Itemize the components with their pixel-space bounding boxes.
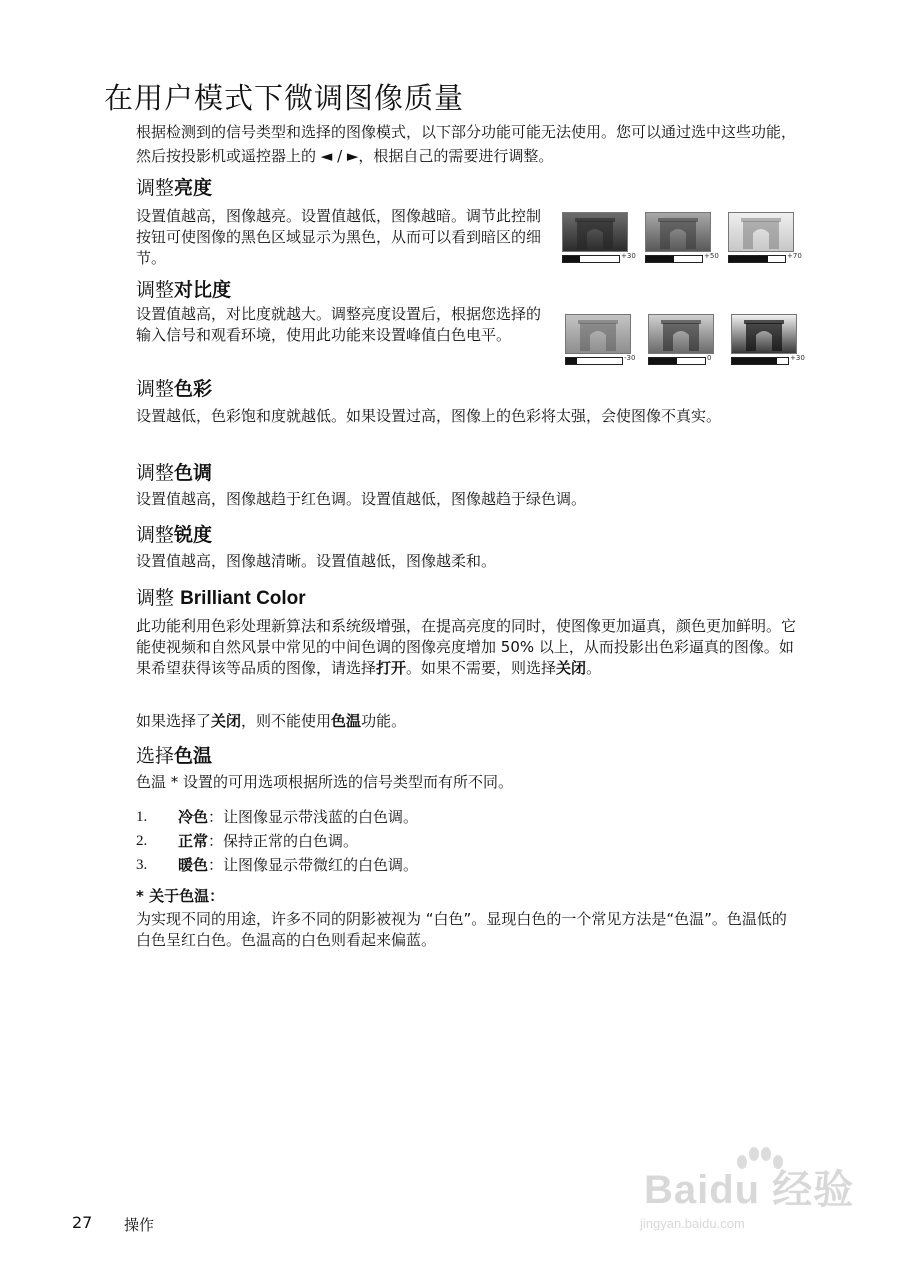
list-item: 1. 冷色：让图像显示带浅蓝的白色调。 [136,808,419,826]
tint-keyword: 色调 [174,462,213,484]
page-title: 在用户模式下微调图像质量 [104,81,465,115]
option-name: 冷色 [178,808,209,826]
contrast-samples [565,314,805,365]
color-temp-keyword: 色温 [174,745,213,767]
brightness-sample [645,212,719,263]
color-temp-note-title: * 关于色温： [136,887,225,905]
brightness-level-bar [728,255,786,263]
brilliant-color-keyword: Brilliant Color [180,588,306,609]
sharpness-heading: 调整锐度 [136,524,213,546]
watermark-url: jingyan.baidu.com [640,1216,745,1231]
contrast-keyword: 对比度 [174,279,232,301]
contrast-level-bar [731,357,789,365]
arch-photo [565,314,631,354]
section-label: 操作 [124,1216,155,1234]
arch-photo [648,314,714,354]
sharpness-keyword: 锐度 [174,524,213,546]
contrast-level-value: -30 [624,354,636,362]
color-temp-heading: 选择色温 [136,745,213,767]
list-item: 2. 正常：保持正常的白色调。 [136,832,359,850]
color-temp-note-text: 为实现不同的用途，许多不同的阴影被视为 “白色”。显现白色的一个常见方法是“色温”。色温低的白色呈红白色。色温高的白色则看起来偏蓝。 [136,910,787,949]
tint-text: 设置值越高，图像越趋于红色调。设置值越低，图像越趋于绿色调。 [136,490,587,508]
contrast-sample [731,314,805,365]
brightness-sample [562,212,636,263]
brightness-level-value: +70 [787,252,802,260]
arch-photo [728,212,794,252]
off-option: 关闭 [556,659,587,677]
arch-photo [645,212,711,252]
option-name: 暖色 [178,856,209,874]
contrast-level-bar [565,357,623,365]
brightness-level-bar [645,255,703,263]
contrast-sample [648,314,712,365]
watermark-logo: Baidu 经验 [644,1168,855,1212]
intro-paragraph: 根据检测到的信号类型和选择的图像模式，以下部分功能可能无法使用。您可以通过选中这些功能，然后按投影机或遥控器上的 ◄ / ►，根据自己的需要进行调整。 [136,123,797,165]
brilliant-color-note: 如果选择了关闭，则不能使用色温功能。 [136,712,407,730]
brilliant-color-heading: 调整 Brilliant Color [136,587,306,609]
contrast-sample [565,314,636,365]
brightness-level-bar [562,255,620,263]
tint-heading: 调整色调 [136,462,213,484]
brightness-sample [728,212,802,263]
brilliant-color-text: 此功能利用色彩处理新算法和系统级增强，在提高亮度的同时，使图像更加逼真，颜色更加鲜明。它能使视频和自然风景中常见的中间色调的图像亮度增加 50% 以上，从而投影出色彩逼真的图像。如果希望获得该等品质的图像，请选择打开。如果不需要，则选择关闭。 [136,617,797,677]
brightness-heading: 调整亮度 [136,177,213,199]
contrast-text: 设置值越高，对比度就越大。调整亮度设置后，根据您选择的输入信号和观看环境，使用此功能来设置峰值白色电平。 [136,305,542,344]
baidu-watermark [636,1146,856,1236]
brightness-text: 设置值越高，图像越亮。设置值越低，图像越暗。调节此控制按钮可使图像的黑色区域显示为黑色，从而可以看到暗区的细节。 [136,207,542,267]
list-item: 3. 暖色：让图像显示带微红的白色调。 [136,856,419,874]
page-number: 27 [72,1213,93,1232]
color-heading: 调整色彩 [136,378,213,400]
arch-photo [731,314,797,354]
contrast-heading: 调整对比度 [136,279,232,301]
brightness-level-value: +30 [621,252,636,260]
contrast-level-bar [648,357,706,365]
sharpness-text: 设置值越高，图像越清晰。设置值越低，图像越柔和。 [136,552,497,570]
contrast-level-value: 0 [707,354,712,362]
brightness-level-value: +50 [704,252,719,260]
color-text: 设置越低，色彩饱和度就越低。如果设置过高，图像上的色彩将太强，会使图像不真实。 [136,407,722,425]
arch-photo [562,212,628,252]
color-temp-options [136,805,418,877]
option-name: 正常 [178,832,209,850]
on-option: 打开 [376,659,407,677]
color-keyword: 色彩 [174,378,213,400]
contrast-level-value: +30 [790,354,805,362]
brightness-samples [562,212,802,263]
brightness-keyword: 亮度 [174,177,213,199]
color-temp-text: 色温 * 设置的可用选项根据所选的信号类型而有所不同。 [136,773,514,791]
